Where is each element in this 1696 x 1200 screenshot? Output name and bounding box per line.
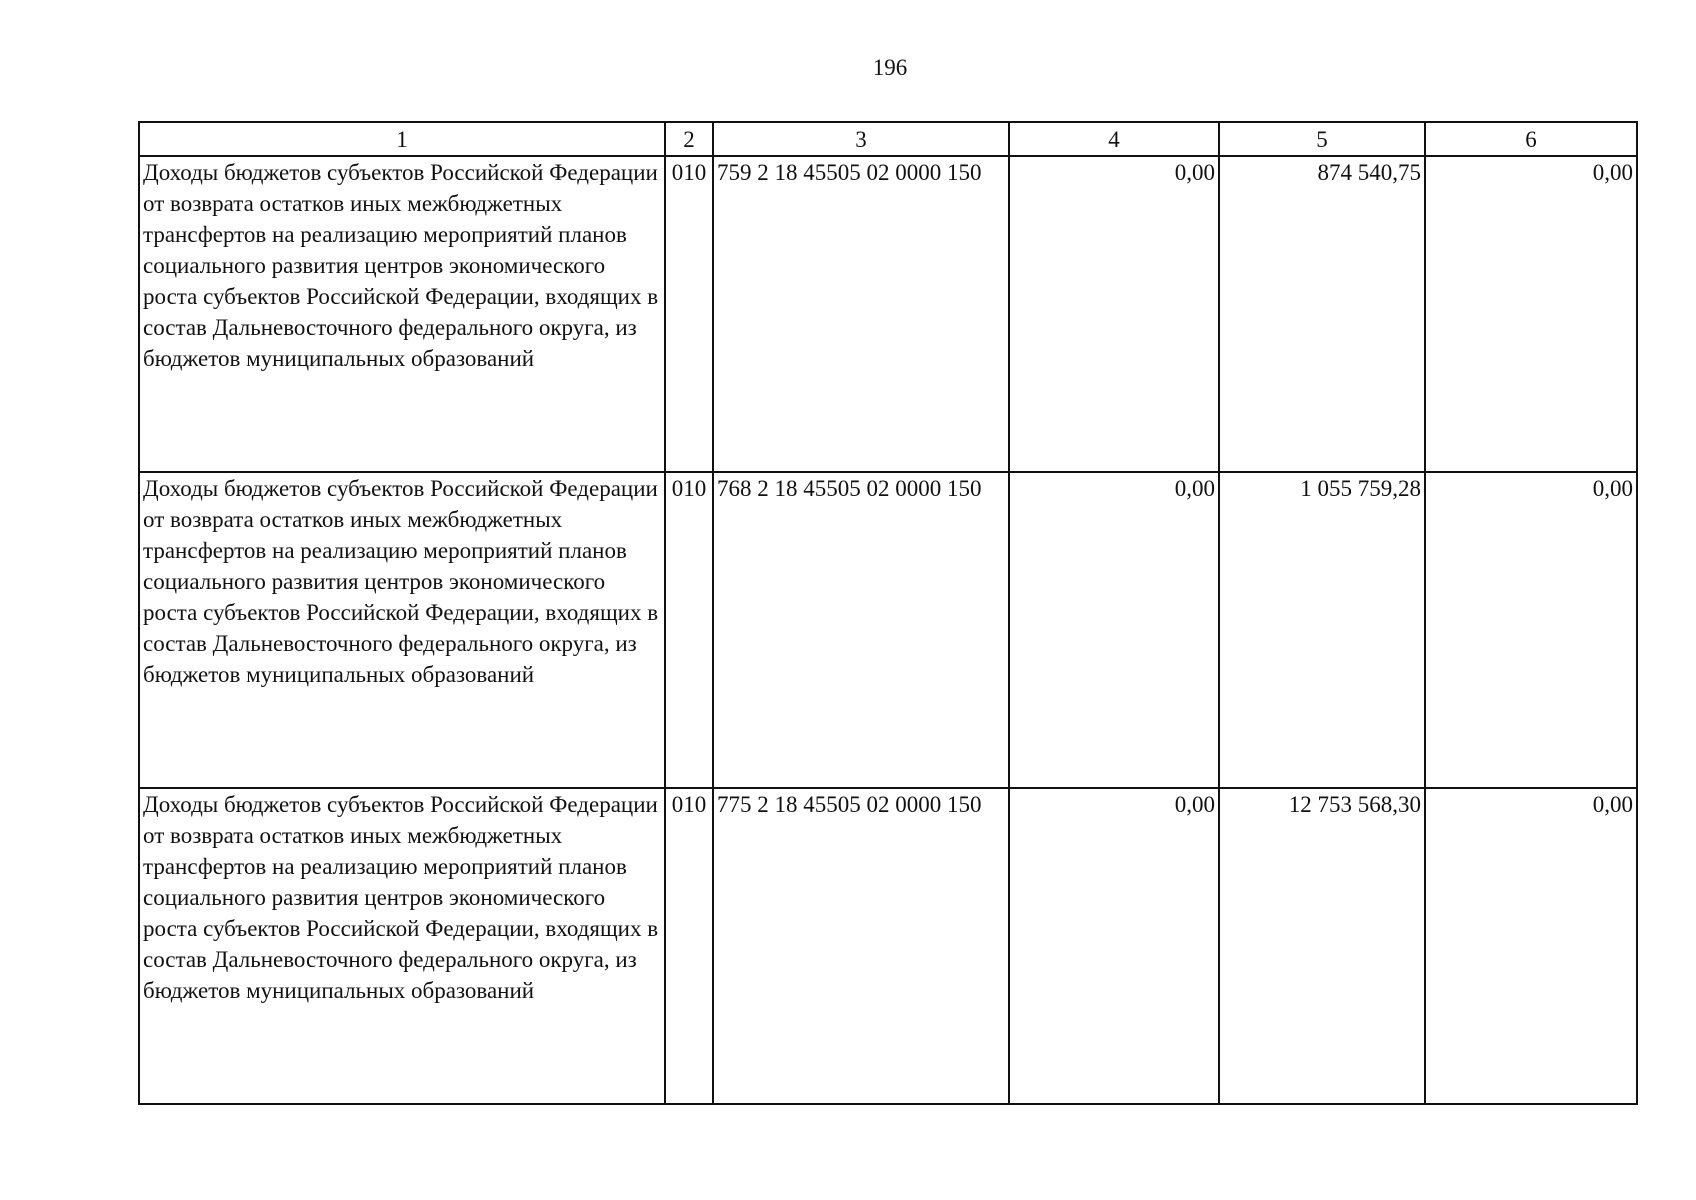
income-name: Доходы бюджетов субъектов Российской Федерации от возврата остатков иных межбюджетных трансфертов на реализацию мероприятий планов социального развития центров экономического роста субъектов Российской Федерации, входящих в состав Дальневосточного федерального округа, из бюджетов муниципальных образований: [139, 156, 665, 472]
income-name: Доходы бюджетов субъектов Российской Федерации от возврата остатков иных межбюджетных трансфертов на реализацию мероприятий планов социального развития центров экономического роста субъектов Российской Федерации, входящих в состав Дальневосточного федерального округа, из бюджетов муниципальных образований: [139, 788, 665, 1104]
table-row: [139, 788, 1637, 1104]
table-header-row: [139, 122, 1637, 156]
header-col-4: 4: [1009, 122, 1219, 156]
budget-table: [138, 121, 1638, 1105]
income-name: Доходы бюджетов субъектов Российской Федерации от возврата остатков иных межбюджетных трансфертов на реализацию мероприятий планов социального развития центров экономического роста субъектов Российской Федерации, входящих в состав Дальневосточного федерального округа, из бюджетов муниципальных образований: [139, 472, 665, 788]
amount-col-4: 0,00: [1009, 472, 1219, 788]
amount-col-4: 0,00: [1009, 156, 1219, 472]
amount-col-6: 0,00: [1425, 156, 1637, 472]
budget-classification-code: 759 2 18 45505 02 0000 150: [713, 156, 1009, 472]
budget-classification-code: 775 2 18 45505 02 0000 150: [713, 788, 1009, 1104]
header-col-1: 1: [139, 122, 665, 156]
header-col-5: 5: [1219, 122, 1425, 156]
amount-col-6: 0,00: [1425, 472, 1637, 788]
amount-col-6: 0,00: [1425, 788, 1637, 1104]
table-row: [139, 472, 1637, 788]
amount-col-5: 874 540,75: [1219, 156, 1425, 472]
line-code: 010: [665, 156, 713, 472]
line-code: 010: [665, 788, 713, 1104]
amount-col-4: 0,00: [1009, 788, 1219, 1104]
header-col-6: 6: [1425, 122, 1637, 156]
header-col-2: 2: [665, 122, 713, 156]
header-col-3: 3: [713, 122, 1009, 156]
amount-col-5: 12 753 568,30: [1219, 788, 1425, 1104]
line-code: 010: [665, 472, 713, 788]
table-row: [139, 156, 1637, 472]
amount-col-5: 1 055 759,28: [1219, 472, 1425, 788]
budget-classification-code: 768 2 18 45505 02 0000 150: [713, 472, 1009, 788]
page-number: 196: [872, 55, 908, 80]
